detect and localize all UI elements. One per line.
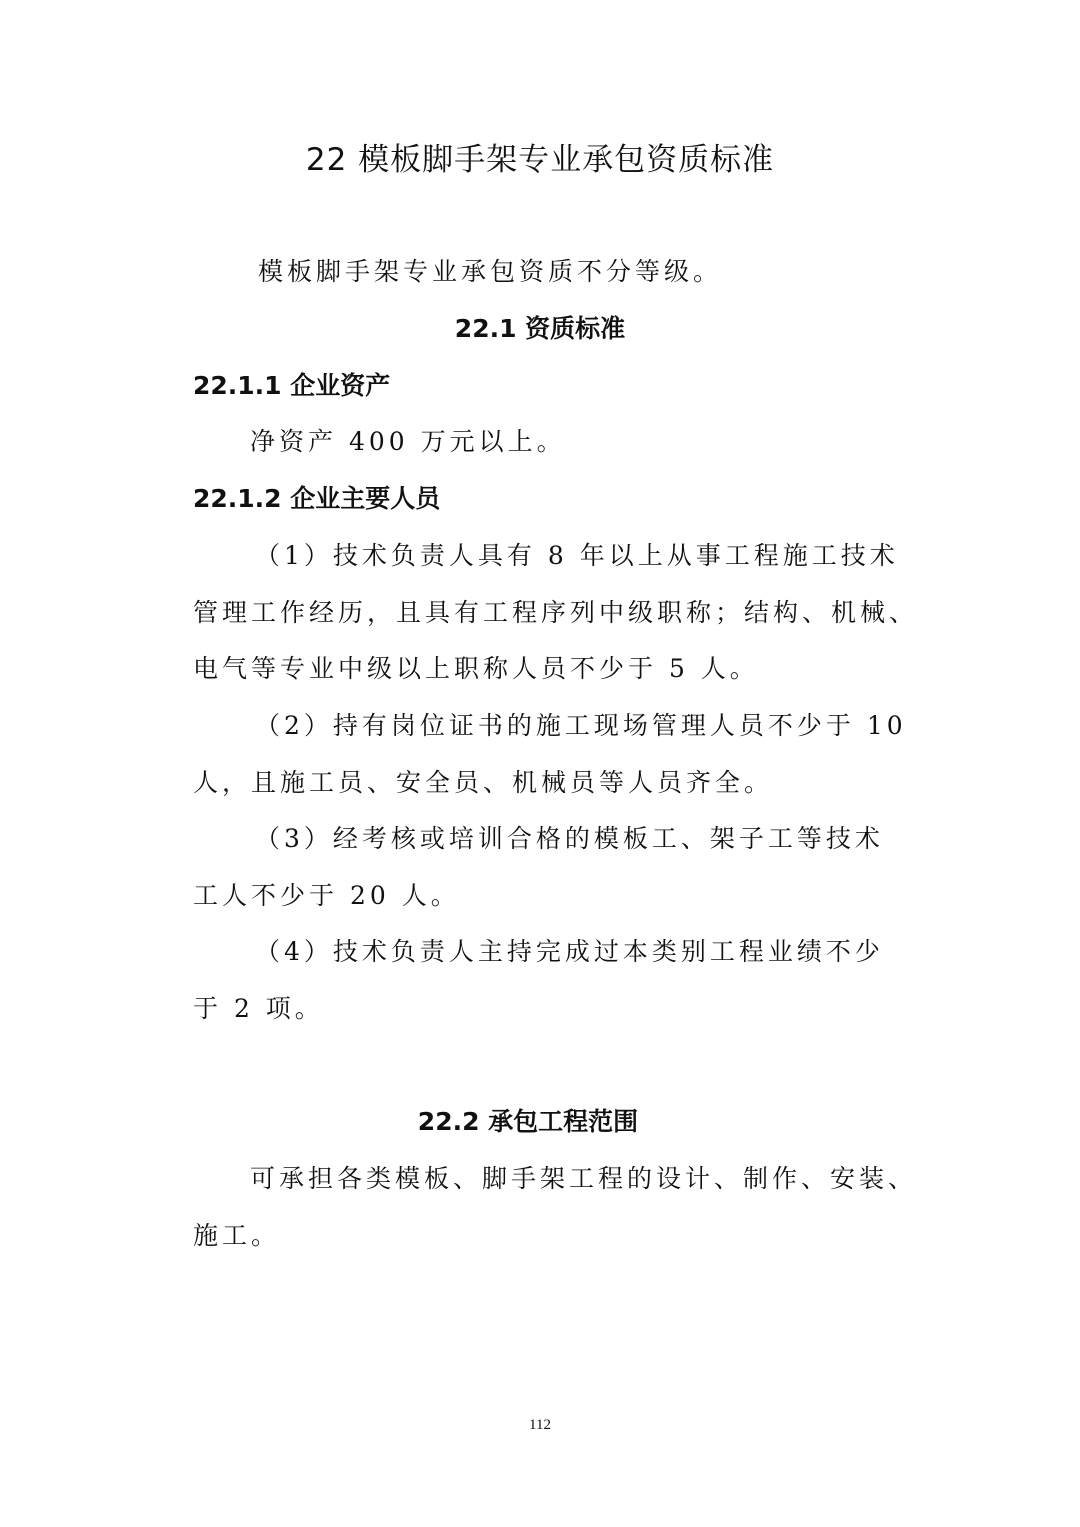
item-2-line-2: 人，且施工员、安全员、机械员等人员齐全。 [193, 768, 774, 797]
item-4-line-2: 于 2 项。 [193, 994, 324, 1023]
item-3-line-1: （3）经考核或培训合格的模板工、架子工等技术 [255, 824, 884, 853]
item-1-line-2: 管理工作经历，且具有工程序列中级职称；结构、机械、 [193, 598, 919, 627]
item-3-line-2: 工人不少于 20 人。 [193, 881, 460, 910]
page-title: 22 模板脚手架专业承包资质标准 [305, 142, 775, 178]
item-2-line-1: （2）持有岗位证书的施工现场管理人员不少于 10 [255, 711, 907, 740]
intro-paragraph: 模板脚手架专业承包资质不分等级。 [258, 257, 723, 286]
section-heading-22-1: 22.1 资质标准 [454, 314, 626, 343]
item-1-line-1: （1）技术负责人具有 8 年以上从事工程施工技术 [255, 541, 899, 570]
page-number: 112 [529, 1417, 551, 1433]
scope-line-2: 施工。 [193, 1221, 281, 1250]
section-heading-22-2: 22.2 承包工程范围 [417, 1107, 639, 1136]
item-1-line-3: 电气等专业中级以上职称人员不少于 5 人。 [193, 654, 759, 683]
scope-line-1: 可承担各类模板、脚手架工程的设计、制作、安装、 [250, 1164, 918, 1193]
net-assets-paragraph: 净资产 400 万元以上。 [250, 427, 566, 456]
subsection-heading-22-1-2: 22.1.2 企业主要人员 [193, 484, 441, 513]
item-4-line-1: （4）技术负责人主持完成过本类别工程业绩不少 [255, 937, 884, 966]
subsection-heading-22-1-1: 22.1.1 企业资产 [193, 371, 391, 400]
